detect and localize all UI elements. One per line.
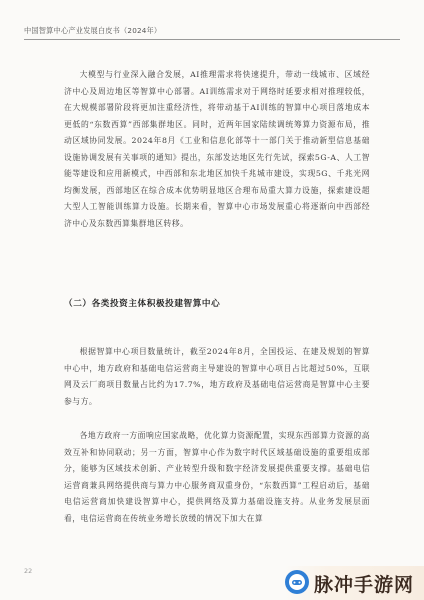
body-paragraph-3: 各地方政府一方面响应国家战略，优化算力资源配置，实现东西部算力资源的高效互补和协同联动；另一方面，智算中心作为数字时代区域基础设施的重要组成部分，能够为区域技术创新、产业转型升级和数字经济发展提供重要支撑。基础电信运营商兼具网络提供商与算力中心服务商双重身份，“东数西算”工程启动后，基础电信运营商加快建设智算中心，提供网络及算力基础设施支持。从业务发展层面看，电信运营商在传统业务增长放缓的情况下加大在算 (64, 431, 370, 523)
page-number: 22 (24, 567, 33, 575)
watermark-banner (284, 566, 424, 600)
watermark-text: 脉冲手游网 (314, 574, 415, 596)
game-controller-icon (284, 569, 310, 595)
body-paragraph-1: 大模型与行业深入融合发展，AI推理需求将快速提升，带动一线城市、区域经济中心及周边地区等智算中心部署。AI训练需求对于网络时延要求相对推理较低，在大规模部署阶段将更加注重经济性，将带动基于AI训练的智算中心项目落地成本更低的“东数西算”西部集群地区。同时，近两年国家陆续调统筹算力资源布局，推动区域协同发展。2024年8月《工业和信息化部等十一部门关于推动新型信息基础设施协调发展有关事项的通知》提出，东部发达地区先行先试，探索5G-A、人工智能等建设和应用新模式，中西部和东北地区加快千兆城市建设，实现5G、千兆光网均衡发展，西部地区在综合成本优势明显地区合理布局重大算力设施，探索建设超大型人工智能训练算力设施。长期来看，智算中心市场发展重心将逐渐向中西部经济中心及东数西算集群地区转移。 (64, 70, 370, 228)
running-header: 中国智算中心产业发展白皮书（2024年） (24, 26, 162, 35)
body-paragraph-2: 根据智算中心项目数量统计，截至2024年8月，全国投运、在建及规划的智算中心中，地方政府和基础电信运营商主导建设的智算中心项目占比超过50%，互联网及云厂商项目数量占比约为17.7%，地方政府及基础电信运营商是智算中心主要参与方。 (64, 347, 370, 406)
section-heading: （二）各类投资主体积极投建智算中心 (64, 299, 221, 309)
header-divider (24, 39, 400, 40)
